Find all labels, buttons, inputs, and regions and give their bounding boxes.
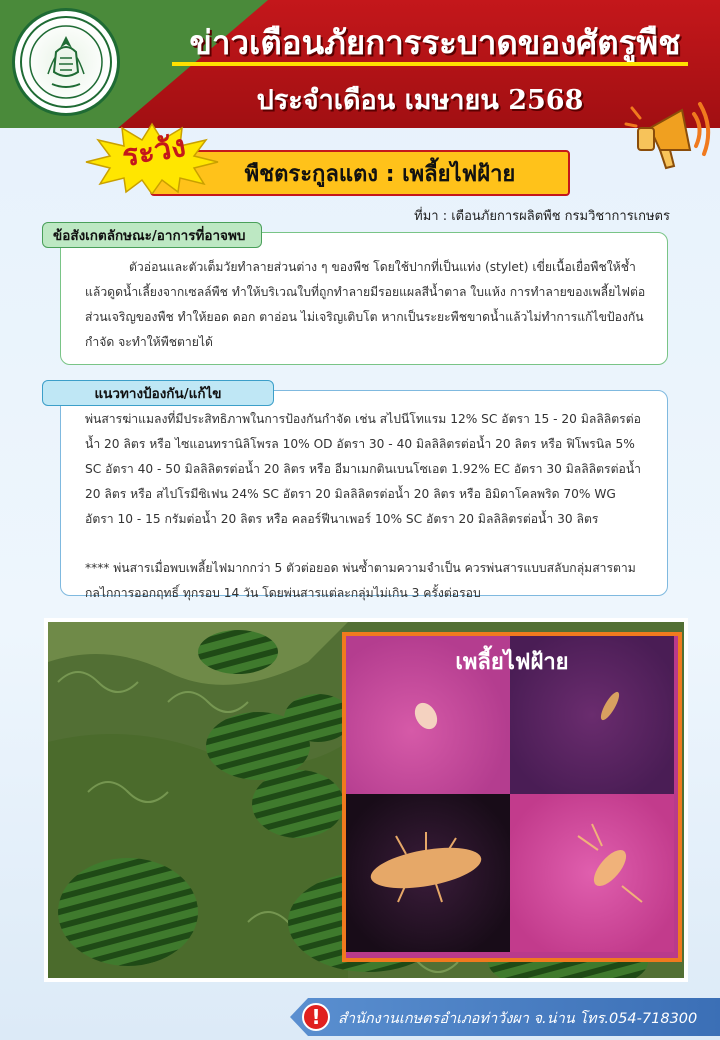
watermelon-field-photo: [44, 618, 688, 982]
symptoms-box: [60, 232, 668, 365]
page-subtitle: ประจำเดือน เมษายน 2568: [256, 85, 584, 116]
alert-icon: !: [302, 1003, 330, 1031]
title-underline: [172, 62, 688, 66]
pest-name: พืชตระกูลแตง : เพลี้ยไฟฝ้าย: [244, 161, 516, 187]
page-title: ข่าวเตือนภัยการระบาดของศัตรูพืช: [189, 23, 681, 62]
megaphone-icon: [620, 88, 716, 184]
control-box: [60, 390, 668, 600]
control-text: พ่นสารฆ่าแมลงที่มีประสิทธิภาพในการป้องกันกำจัด เช่น สไปนีโทแรม 12% SC อัตรา 15 - 20 มิลลิลิตรต่อน้ำ 20 ลิตร หรือ ไซแอนทรานิลิโพรล 10% OD อัตรา 30 - 40 มิลลิลิตรต่อน้ำ 20 ลิตร หรือ ฟิโพรนิล 5% SC อัตรา 40 - 50 มิลลิลิตรต่อน้ำ 20 ลิตร หรือ อีมาเมกตินเบนโซเอต 1.92% EC อัตรา 30 มิลลิลิตรต่อน้ำ 20 ลิตร หรือ สไปโรมีซิเฟน 24% SC อัตรา 20 มิลลิลิตรต่อน้ำ 20 ลิตร หรือ อิมิดาโคลพริด 70% WG อัตรา 10 - 15 กรัมต่อน้ำ 20 ลิตร หรือ คลอร์ฟีนาเพอร์ 10% SC อัตรา 20 มิลลิลิตรต่อน้ำ 30 ลิตร: [85, 412, 642, 526]
control-note: **** พ่นสารเมื่อพบเพลี้ยไฟมากกว่า 5 ตัวต่อยอด พ่นซ้ำตามความจำเป็น ควรพ่นสารแบบสลับกลุ่มสารตามกลไกการออกฤทธิ์ ทุกรอบ 14 วัน โดยพ่นสารแต่ละกลุ่มไม่เกิน 3 ครั้งต่อรอบ: [85, 561, 636, 600]
control-heading: แนวทางป้องกัน/แก้ไข: [42, 380, 274, 406]
thrips-photo-4: [510, 794, 674, 952]
symptoms-heading: ข้อสังเกตลักษณะ/อาการที่อาจพบ: [42, 222, 262, 248]
thrips-inset: [342, 632, 682, 962]
symptoms-text: ตัวอ่อนและตัวเต็มวัยทำลายส่วนต่าง ๆ ของพืช โดยใช้ปากที่เป็นแท่ง (stylet) เขี่ยเนื้อเยื่อพืชให้ช้ำ แล้วดูดน้ำเลี้ยงจากเซลล์พืช ทำให้บริเวณใบที่ถูกทำลายมีรอยแผลสีน้ำตาล ใบแห้ง การทำลายของเพลี้ยไฟต่อส่วนเจริญของพืช ทำให้ยอด ดอก ตาอ่อน ไม่เจริญเติบโต หากเป็นระยะพืชขาดน้ำแล้วไม่ทำการแก้ไขป้องกันกำจัด จะทำให้พืชตายได้: [85, 260, 646, 349]
doae-seal-icon: [12, 8, 120, 116]
footer-contact: สำนักงานเกษตรอำเภอท่าวังผา จ.น่าน โทร.054-718300: [338, 1011, 698, 1027]
source-credit: ที่มา : เตือนภัยการผลิตพืช กรมวิชาการเกษตร: [414, 209, 670, 224]
inset-title: เพลี้ยไฟฝ้าย: [455, 650, 569, 675]
warning-label: ระวัง: [119, 128, 189, 175]
thrips-photo-3: [346, 794, 510, 952]
